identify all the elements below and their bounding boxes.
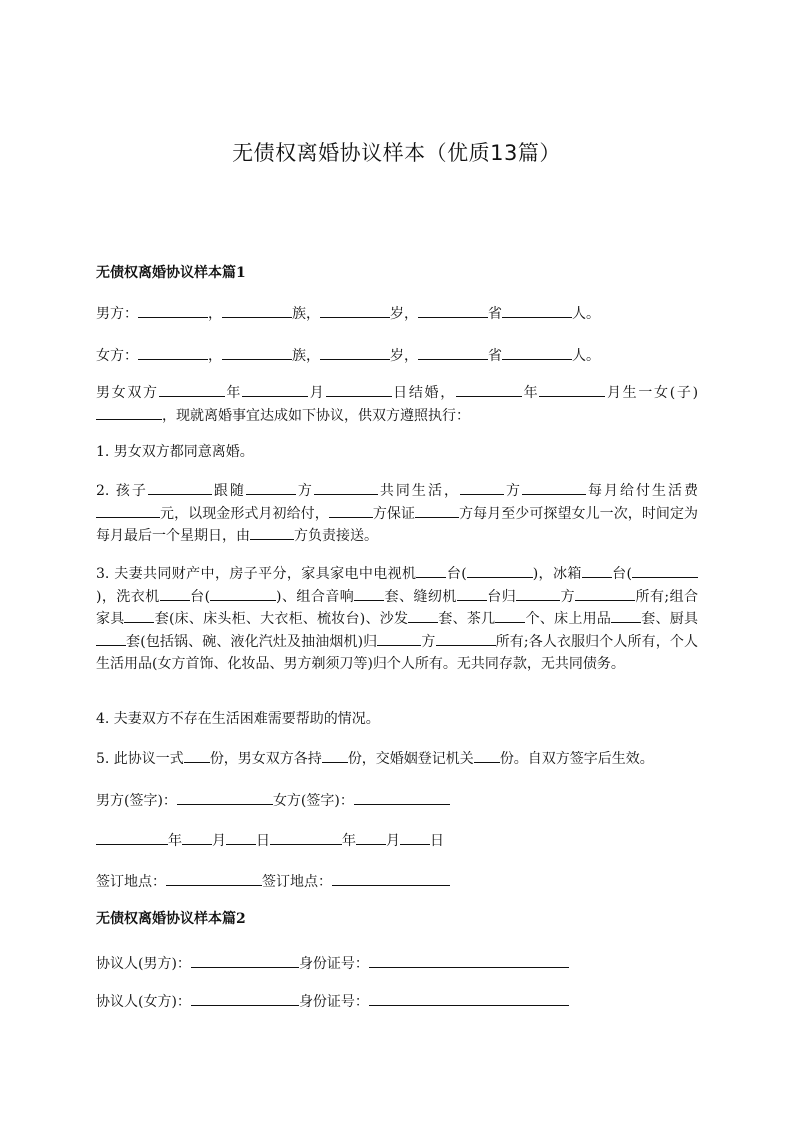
text-segment: 族， bbox=[292, 306, 320, 322]
male-signature-blank bbox=[177, 792, 273, 805]
text-segment: 台归 bbox=[486, 588, 517, 605]
blank-line bbox=[210, 588, 276, 601]
text-segment: 台( bbox=[189, 588, 211, 605]
blank-line bbox=[124, 610, 154, 623]
text-segment: 个、床上用品 bbox=[525, 611, 612, 627]
text-segment: 年 bbox=[168, 833, 182, 849]
party-male-line bbox=[96, 953, 700, 973]
text-segment: 份。自双方签字后生效。 bbox=[499, 751, 654, 767]
document-title: 无债权离婚协议样本（优质13篇） bbox=[232, 141, 561, 165]
blank-line bbox=[314, 482, 378, 495]
signing-place-label: 签订地点： bbox=[96, 874, 166, 890]
text-segment: )、组合音响 bbox=[276, 588, 355, 605]
blank-line bbox=[332, 873, 450, 886]
text-segment: 方 bbox=[503, 483, 522, 499]
text-segment: 日 bbox=[430, 833, 444, 849]
date-line bbox=[96, 830, 700, 850]
item-5 bbox=[96, 748, 700, 768]
text-segment: 方 bbox=[295, 483, 314, 499]
item-3 bbox=[96, 563, 698, 676]
marriage-paragraph bbox=[96, 382, 698, 427]
text-segment: 台( bbox=[446, 566, 467, 582]
text-segment: 男女双方 bbox=[96, 385, 159, 401]
blank-line bbox=[436, 633, 496, 646]
text-segment: 每月给付生活费 bbox=[586, 483, 699, 499]
text-segment: 月 bbox=[212, 833, 226, 849]
blank-line bbox=[502, 347, 572, 360]
section-2-heading: 无债权离婚协议样本篇2 bbox=[96, 911, 246, 927]
text-segment: 套、茶几 bbox=[438, 611, 496, 627]
text-segment: 人。 bbox=[572, 348, 600, 364]
blank-line bbox=[467, 565, 533, 578]
signature-line bbox=[96, 790, 700, 810]
blank-line bbox=[418, 347, 488, 360]
blank-line bbox=[369, 955, 569, 968]
text-segment: )，洗衣机 bbox=[96, 588, 160, 605]
blank-line bbox=[416, 565, 446, 578]
text-segment: 女方： bbox=[96, 348, 138, 364]
blank-line bbox=[460, 482, 504, 495]
item-1: 1. 男女双方都同意离婚。 bbox=[96, 444, 254, 460]
blank-line bbox=[495, 610, 525, 623]
blank-line bbox=[246, 482, 296, 495]
text-segment: 方 bbox=[560, 588, 576, 605]
text-segment: 3. 夫妻共同财产中，房子平分，家具家电中电视机 bbox=[96, 566, 417, 582]
text-segment: 2. 孩子 bbox=[96, 483, 148, 499]
blank-line bbox=[322, 750, 348, 763]
blank-line bbox=[516, 588, 560, 601]
text-segment: 所有;组合家具 bbox=[96, 588, 699, 627]
blank-line bbox=[575, 588, 635, 601]
blank-line bbox=[222, 347, 292, 360]
blank-line bbox=[356, 832, 386, 845]
blank-line bbox=[148, 482, 212, 495]
signing-place-label: 签订地点： bbox=[262, 874, 332, 890]
text-segment: 省 bbox=[488, 306, 502, 322]
blank-line bbox=[400, 832, 430, 845]
blank-line bbox=[226, 832, 256, 845]
party-male-label: 协议人(男方)： bbox=[96, 956, 191, 972]
text-segment: 年 bbox=[521, 385, 540, 401]
blank-line bbox=[96, 633, 126, 646]
blank-line bbox=[539, 384, 605, 397]
text-segment: 套、厨具 bbox=[641, 611, 699, 627]
blank-line bbox=[96, 407, 162, 420]
signing-place-line bbox=[96, 871, 700, 891]
id-number-label: 身份证号： bbox=[298, 994, 369, 1010]
text-segment: 台( bbox=[611, 566, 632, 582]
text-segment: 跟随 bbox=[211, 483, 246, 499]
blank-line bbox=[191, 993, 299, 1006]
blank-line bbox=[415, 505, 459, 518]
blank-line bbox=[326, 384, 392, 397]
text-segment: 所有;各人衣服归个人所有，个人生活用品(女方首饰、化妆品、男方剃须刀等)归个人所有。无共同存款，无共同债务。 bbox=[96, 633, 699, 672]
text-segment: 元，以现金形式月初给付， bbox=[160, 505, 329, 522]
blank-line bbox=[474, 750, 500, 763]
blank-line bbox=[242, 384, 308, 397]
blank-line bbox=[456, 384, 522, 397]
male-info-line bbox=[96, 303, 700, 323]
text-segment: 省 bbox=[488, 348, 502, 364]
blank-line bbox=[632, 565, 698, 578]
text-segment: )，冰箱 bbox=[532, 566, 582, 582]
blank-line bbox=[184, 750, 210, 763]
text-segment: 日 bbox=[256, 833, 270, 849]
male-signature-label: 男方(签字)： bbox=[96, 793, 177, 809]
blank-line bbox=[408, 610, 438, 623]
text-segment: ， bbox=[208, 348, 222, 364]
text-segment: ， bbox=[208, 306, 222, 322]
blank-line bbox=[96, 832, 168, 845]
party-female-line bbox=[96, 991, 700, 1011]
text-segment: 人。 bbox=[572, 306, 600, 322]
text-segment: 共同生活， bbox=[377, 483, 460, 499]
blank-line bbox=[138, 347, 208, 360]
female-signature-label: 女方(签字)： bbox=[272, 793, 354, 809]
text-segment: 岁， bbox=[390, 306, 418, 322]
blank-line bbox=[320, 347, 390, 360]
blank-line bbox=[320, 305, 390, 318]
text-segment: 年 bbox=[342, 833, 356, 849]
blank-line bbox=[522, 482, 586, 495]
blank-line bbox=[457, 588, 487, 601]
text-segment: 份，交婚姻登记机关 bbox=[347, 751, 474, 767]
blank-line bbox=[159, 384, 225, 397]
blank-line bbox=[191, 955, 299, 968]
section-1-heading: 无债权离婚协议样本篇1 bbox=[96, 265, 246, 281]
blank-line bbox=[96, 505, 160, 518]
blank-line bbox=[138, 305, 208, 318]
text-segment: 月 bbox=[308, 385, 326, 401]
text-segment: 日结婚， bbox=[391, 385, 456, 401]
blank-line bbox=[582, 565, 612, 578]
blank-line bbox=[222, 305, 292, 318]
text-segment: ，现就离婚事宜达成如下协议，供双方遵照执行： bbox=[162, 407, 470, 424]
text-segment: 套、缝纫机 bbox=[384, 588, 457, 605]
blank-line bbox=[270, 832, 342, 845]
item-2 bbox=[96, 480, 698, 548]
blank-line bbox=[182, 832, 212, 845]
blank-line bbox=[377, 633, 421, 646]
text-segment: 方每月至少可探望女儿一次，时间定为每月最后一个星期日，由 bbox=[96, 505, 699, 544]
text-segment: 岁， bbox=[390, 348, 418, 364]
blank-line bbox=[166, 873, 262, 886]
blank-line bbox=[369, 993, 569, 1006]
text-segment: 男方： bbox=[96, 306, 138, 322]
text-segment: 族， bbox=[292, 348, 320, 364]
text-segment: 方负责接送。 bbox=[294, 528, 378, 544]
text-segment: 方保证 bbox=[372, 505, 416, 522]
female-signature-blank bbox=[354, 792, 450, 805]
text-segment: 月生一女(子) bbox=[605, 385, 699, 401]
blank-line bbox=[160, 588, 190, 601]
blank-line bbox=[418, 305, 488, 318]
blank-line bbox=[611, 610, 641, 623]
text-segment: 5. 此协议一式 bbox=[96, 751, 184, 767]
blank-line bbox=[354, 588, 384, 601]
blank-line bbox=[329, 505, 373, 518]
id-number-label: 身份证号： bbox=[298, 956, 369, 972]
text-segment: 方 bbox=[421, 633, 436, 650]
text-segment: 月 bbox=[386, 833, 400, 849]
party-female-label: 协议人(女方)： bbox=[96, 994, 191, 1010]
blank-line bbox=[250, 527, 294, 540]
item-4: 4. 夫妻双方不存在生活困难需要帮助的情况。 bbox=[96, 711, 380, 727]
text-segment: 年 bbox=[224, 385, 243, 401]
text-segment: 套(包括锅、碗、液化汽灶及抽油烟机)归 bbox=[126, 633, 378, 650]
female-info-line bbox=[96, 345, 700, 365]
text-segment: 套(床、床头柜、大衣柜、梳妆台)、沙发 bbox=[154, 611, 409, 627]
blank-line bbox=[502, 305, 572, 318]
text-segment: 份，男女双方各持 bbox=[209, 751, 322, 767]
